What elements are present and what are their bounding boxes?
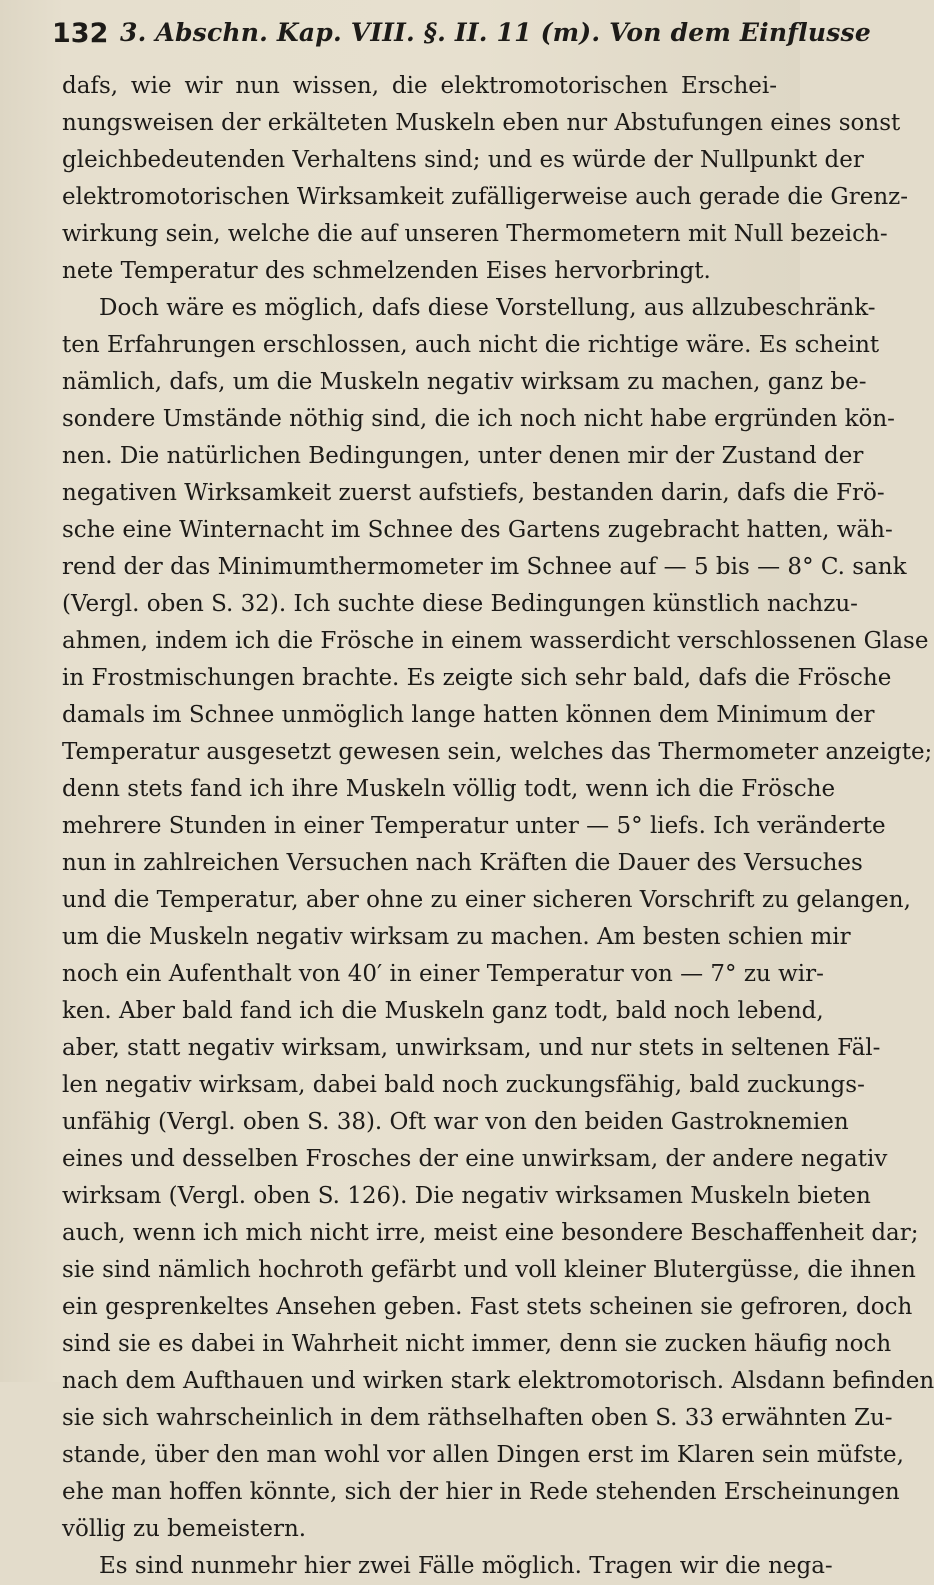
text-line: Doch wäre es möglich, dafs diese Vorstellung, aus allzubeschränk-	[99, 295, 876, 321]
text-line: sondere Umstände nöthig sind, die ich noch nicht habe ergründen kön-	[62, 406, 895, 432]
text-line: noch ein Aufenthalt von 40′ in einer Temperatur von — 7° zu wir-	[62, 961, 824, 987]
text-line: (Vergl. oben S. 32). Ich suchte diese Bedingungen künstlich nachzu-	[62, 591, 858, 617]
text-line: um die Muskeln negativ wirksam zu machen. Am besten schien mir	[62, 924, 851, 950]
text-line: unfähig (Vergl. oben S. 38). Oft war von den beiden Gastroknemien	[62, 1109, 849, 1135]
text-line: ehe man hoffen könnte, sich der hier in Rede stehenden Erscheinungen	[62, 1479, 900, 1505]
text-line: in Frostmischungen brachte. Es zeigte sich sehr bald, dafs die Frösche	[62, 665, 892, 691]
text-line: sind sie es dabei in Wahrheit nicht immer, denn sie zucken häufig noch	[62, 1331, 892, 1357]
text-line: damals im Schnee unmöglich lange hatten können dem Minimum der	[62, 702, 875, 728]
text-line: stande, über den man wohl vor allen Dingen erst im Klaren sein müfste,	[62, 1442, 904, 1468]
running-title: 3. Abschn. Kap. VIII. §. II. 11 (m). Von dem Einflusse	[120, 18, 871, 47]
text-line: ein gesprenkeltes Ansehen geben. Fast stets scheinen sie gefroren, doch	[62, 1294, 913, 1320]
text-line: Es sind nunmehr hier zwei Fälle möglich. Tragen wir die nega-	[99, 1553, 833, 1579]
text-line: rend der das Minimumthermometer im Schnee auf — 5 bis — 8° C. sank	[62, 554, 907, 580]
text-line: sie sind nämlich hochroth gefärbt und voll kleiner Blutergüsse, die ihnen	[62, 1257, 916, 1283]
text-line: völlig zu bemeistern.	[62, 1516, 307, 1542]
text-line: nämlich, dafs, um die Muskeln negativ wirksam zu machen, ganz be-	[62, 369, 867, 395]
text-line: eines und desselben Frosches der eine unwirksam, der andere negativ	[62, 1146, 888, 1172]
running-header	[52, 14, 871, 58]
text-line: nen. Die natürlichen Bedingungen, unter denen mir der Zustand der	[62, 443, 864, 469]
text-line: ken. Aber bald fand ich die Muskeln ganz todt, bald noch lebend,	[62, 998, 824, 1024]
text-line: sie sich wahrscheinlich in dem räthselhaften oben S. 33 erwähnten Zu-	[62, 1405, 893, 1431]
text-line: nun in zahlreichen Versuchen nach Kräften die Dauer des Versuches	[62, 850, 863, 876]
text-line: nungsweisen der erkälteten Muskeln eben nur Abstufungen eines sonst	[62, 110, 901, 136]
text-line: denn stets fand ich ihre Muskeln völlig todt, wenn ich die Frösche	[62, 776, 836, 802]
text-line: auch, wenn ich mich nicht irre, meist eine besondere Beschaffenheit dar;	[62, 1220, 919, 1246]
text-line: und die Temperatur, aber ohne zu einer sicheren Vorschrift zu gelangen,	[62, 887, 911, 913]
text-line: gleichbedeutenden Verhaltens sind; und es würde der Nullpunkt der	[62, 147, 864, 173]
text-line: dafs, wie wir nun wissen, die elektromotorischen Erschei-	[62, 73, 777, 99]
text-line: nete Temperatur des schmelzenden Eises hervorbringt.	[62, 258, 711, 284]
text-line: ahmen, indem ich die Frösche in einem wasserdicht verschlossenen Glase	[62, 628, 929, 654]
text-line: wirkung sein, welche die auf unseren Thermometern mit Null bezeich-	[62, 221, 888, 247]
text-line: elektromotorischen Wirksamkeit zufälligerweise auch gerade die Grenz-	[62, 184, 909, 210]
text-line: wirksam (Vergl. oben S. 126). Die negativ wirksamen Muskeln bieten	[62, 1183, 871, 1209]
text-line: Temperatur ausgesetzt gewesen sein, welches das Thermometer anzeigte;	[62, 739, 933, 765]
text-line: negativen Wirksamkeit zuerst aufstiefs, bestanden darin, dafs die Frö-	[62, 480, 885, 506]
text-line: aber, statt negativ wirksam, unwirksam, und nur stets in seltenen Fäl-	[62, 1035, 881, 1061]
text-line: sche eine Winternacht im Schnee des Gartens zugebracht hatten, wäh-	[62, 517, 893, 543]
page-number: 132	[52, 18, 109, 49]
text-line: nach dem Aufthauen und wirken stark elektromotorisch. Alsdann befinden	[62, 1368, 934, 1394]
text-line: ten Erfahrungen erschlossen, auch nicht die richtige wäre. Es scheint	[62, 332, 880, 358]
text-line: len negativ wirksam, dabei bald noch zuckungsfähig, bald zuckungs-	[62, 1072, 865, 1098]
body-text	[62, 68, 934, 1585]
text-line: mehrere Stunden in einer Temperatur unter — 5° liefs. Ich veränderte	[62, 813, 886, 839]
